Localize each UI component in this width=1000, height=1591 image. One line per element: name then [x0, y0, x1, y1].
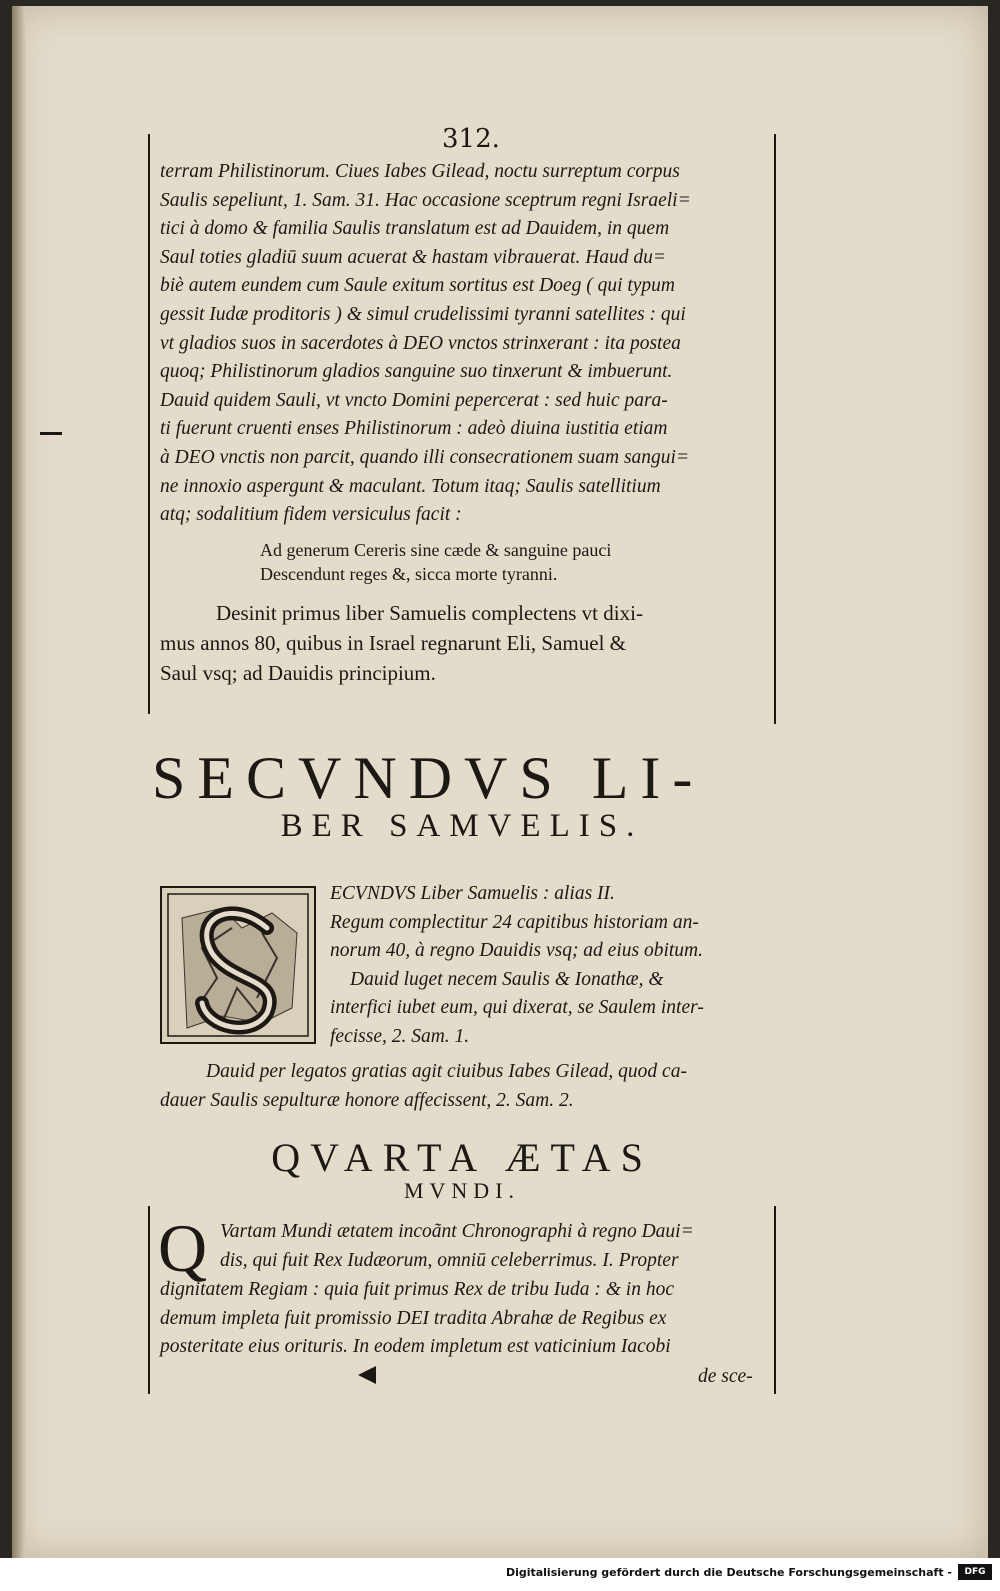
paragraph-1 — [160, 158, 770, 530]
text-line: Saulis sepeliunt, 1. Sam. 31. Hac occasione sceptrum regni Israeli= — [160, 189, 691, 211]
text-line: posteritate eius orituris. In eodem impletum est vaticinium Iacobi — [160, 1336, 671, 1358]
text-line: gessit Iudæ proditoris ) & simul crudelissimi tyranni satellites : qui — [160, 303, 686, 325]
section-heading: QVARTA ÆTAS — [271, 1135, 653, 1180]
text-line: dauer Saulis sepulturæ honore affecissent, 2. Sam. 2. — [160, 1089, 574, 1111]
page-number: 312. — [442, 124, 500, 154]
text-line: terram Philistinorum. Ciues Iabes Gilead, noctu surreptum corpus — [160, 161, 680, 182]
closing-paragraph — [160, 598, 770, 688]
verse-line: Descendunt reges &, sicca morte tyranni. — [260, 564, 558, 584]
decorated-initial-icon — [162, 888, 314, 1042]
text-line: quoq; Philistinorum gladios sanguine suo tinxerunt & imbuerunt. — [160, 361, 673, 383]
text-line: ti fuerunt cruenti enses Philistinorum : adeò diuina iustitia etiam — [160, 418, 668, 440]
text-line: dis, qui fuit Rex Iudæorum, omniū celeberrimus. I. Propter — [220, 1249, 679, 1271]
margin-mark — [40, 432, 62, 435]
text-line: dignitatem Regiam : quia fuit primus Rex de tribu Iuda : & in hoc — [160, 1279, 674, 1300]
text-line: à DEO vnctis non parcit, quando illi consecrationem suam sangui= — [160, 446, 690, 468]
text-line: atq; sodalitium fidem versiculus facit : — [160, 504, 462, 526]
text-line: mus annos 80, quibus in Israel regnarunt Eli, Samuel & — [160, 631, 627, 655]
book-page — [12, 6, 988, 1558]
text-line: Saul vsq; ad Dauidis principium. — [160, 661, 436, 685]
text-line: tici à domo & familia Saulis translatum est ad Dauidem, in quem — [160, 218, 670, 240]
text-line: Dauid per legatos gratias agit ciuibus Iabes Gilead, quod ca- — [206, 1061, 687, 1082]
text-line: biè autem eundem cum Saule exitum sortitus est Doeg ( qui typum — [160, 275, 676, 297]
text-line: demum impleta fuit promissio DEI tradita Abrahæ de Regibus ex — [160, 1307, 667, 1329]
footer-bar — [0, 1558, 1000, 1591]
catchword: de sce- — [698, 1366, 753, 1387]
text-line: fecisse, 2. Sam. 1. — [330, 1025, 470, 1047]
text-line: Regum complectitur 24 capitibus historiam an- — [330, 911, 699, 933]
dfg-logo: DFG — [958, 1564, 992, 1580]
verse-quotation — [260, 538, 730, 586]
text-line: Vartam Mundi ætatem incoãnt Chronographi à regno Daui= — [220, 1221, 694, 1242]
paragraph-3 — [220, 1218, 770, 1275]
binding-edge — [12, 6, 26, 1558]
text-line: Saul toties gladiū suum acuerat & hastam vibrauerat. Haud du= — [160, 246, 667, 268]
text-line: ne innoxio aspergunt & maculant. Totum itaq; Saulis satellitium — [160, 475, 661, 497]
verse-line: Ad generum Cereris sine cæde & sanguine pauci — [260, 540, 612, 560]
left-rule — [148, 134, 150, 714]
paragraph-2-continued — [160, 1058, 770, 1115]
text-line: norum 40, à regno Dauidis vsq; ad eius obitum. — [330, 940, 704, 962]
right-rule-lower — [774, 1206, 776, 1394]
paragraph-3-continued — [160, 1276, 770, 1362]
paragraph-2 — [330, 880, 770, 1052]
initial-q: Q — [158, 1210, 208, 1286]
left-rule-lower — [148, 1206, 150, 1394]
printer-mark-icon — [358, 1366, 376, 1384]
text-line: Dauid luget necem Saulis & Ionathæ, & — [350, 968, 664, 990]
funding-notice: Digitalisierung gefördert durch die Deutsche Forschungsgemeinschaft - — [505, 1566, 952, 1579]
text-line: Dauid quidem Sauli, vt vncto Domini pepercerat : sed huic para- — [160, 389, 668, 411]
decorated-initial-s — [160, 886, 316, 1044]
section-subheading: MVNDI. — [403, 1178, 521, 1203]
book-subtitle: BER SAMVELIS. — [280, 808, 644, 844]
text-line: ECVNDVS Liber Samuelis : alias II. — [330, 883, 615, 904]
book-title: SECVNDVS LI- — [152, 745, 705, 811]
right-rule — [774, 134, 776, 724]
text-line: vt gladios suos in sacerdotes à DEO vnctos strinxerant : ita postea — [160, 332, 681, 354]
text-line: Desinit primus liber Samuelis complectens vt dixi- — [216, 601, 643, 625]
text-line: interfici iubet eum, qui dixerat, se Saulem inter- — [330, 997, 704, 1019]
